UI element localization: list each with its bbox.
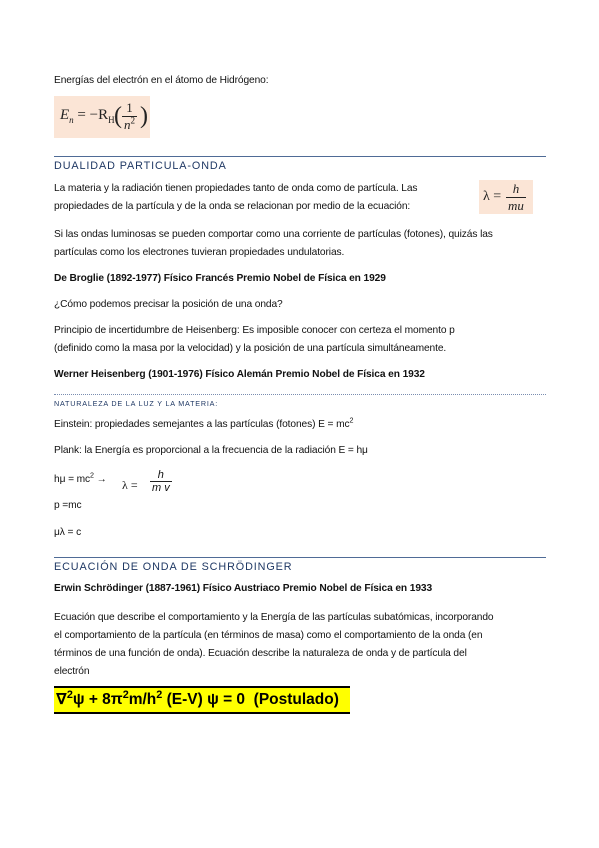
heisenberg-p-line1: Principio de incertidumbre de Heisenberg: Es imposible conocer con certeza el momento p — [54, 325, 455, 336]
heisenberg-line: Werner Heisenberg (1901-1976) Físico Alemán Premio Nobel de Física en 1932 — [54, 369, 425, 380]
plank-line: Plank: la Energía es proporcional a la frecuencia de la radiación E = hμ — [54, 445, 368, 456]
lambda-lhs: λ = — [483, 189, 502, 204]
eq-h-sub: H — [108, 115, 115, 125]
eq-psi-pi: ψ + 8π — [72, 691, 123, 708]
lambda-mv-num: h — [157, 469, 164, 481]
question-line: ¿Cómo podemos precisar la posición de una onda? — [54, 299, 283, 310]
schrodinger-equation — [54, 686, 350, 714]
dotted-rule — [54, 394, 546, 395]
eq-rest: (E-V) ψ = 0 (Postulado) — [162, 691, 339, 708]
section-rule — [54, 156, 546, 157]
eq-n-sub: n — [69, 115, 74, 125]
arrow-symbol: → — [96, 474, 107, 485]
heisenberg-p-line2: (definido como la masa por la velocidad) y la posición de una partícula simultáneamente. — [54, 343, 447, 354]
wave-speed-line: μλ = c — [54, 527, 82, 538]
einstein-line — [54, 416, 353, 434]
lambda-mv-fraction — [150, 469, 172, 494]
lambda-mv-den: m v — [152, 482, 170, 494]
eq-equals-r: = −R — [77, 107, 109, 123]
schrodinger-p-line1: Ecuación que describe el comportamiento y la Energía de las partículas subatómicas, incorporando — [54, 612, 494, 623]
eq-m-h: m/h — [128, 691, 157, 708]
eq-e-symbol: E — [60, 107, 70, 123]
eq-numerator: 1 — [126, 100, 133, 115]
eq-nabla: ∇ — [56, 691, 67, 708]
dualidad-p1-line1: La materia y la radiación tienen propiedades tanto de onda como de partícula. Las — [54, 183, 418, 194]
dualidad-p1-line2: propiedades de la partícula y de la onda se relacionan por medio de la ecuación: — [54, 201, 411, 212]
dualidad-heading: DUALIDAD PARTICULA-ONDA — [54, 160, 227, 172]
lambda-fraction — [506, 181, 526, 214]
schrodinger-p-line3: términos de una función de onda). Ecuación describe la naturaleza de onda y de partícula del — [54, 648, 467, 659]
paren-close: ) — [140, 103, 148, 129]
momentum-line: p =mc — [54, 500, 82, 511]
schrodinger-p-line2: el comportamiento de la partícula (en términos de masa) como el comportamiento de la onda (en — [54, 630, 483, 641]
section-rule-2 — [54, 557, 546, 558]
naturaleza-heading: NATURALEZA DE LA LUZ Y LA MATERIA: — [54, 399, 219, 408]
eq-den-sup: 2 — [130, 115, 136, 126]
lambda-mv-lhs: λ = — [122, 478, 138, 492]
dualidad-p2-line1: Si las ondas luminosas se pueden comportar como una corriente de partículas (fotones), quizás las — [54, 229, 493, 240]
schrodinger-heading: ECUACIÓN DE ONDA DE SCHRÖDINGER — [54, 561, 293, 573]
hydrogen-energy-equation — [54, 96, 150, 138]
lambda-den: mu — [508, 198, 524, 213]
lambda-num: h — [512, 181, 520, 196]
paren-open: ( — [114, 103, 122, 129]
energy-relation-line — [54, 471, 107, 489]
eq-h-sup: 2 — [156, 688, 163, 701]
einstein-text: Einstein: propiedades semejantes a las partículas (fotones) E = mc — [54, 419, 350, 430]
intro-title: Energías del electrón en el átomo de Hidrógeno: — [54, 75, 269, 86]
schrodinger-p-line4: electrón — [54, 666, 90, 677]
energy-relation-text: hμ = mc — [54, 474, 91, 485]
debroglie-line: De Broglie (1892-1977) Físico Francés Premio Nobel de Física en 1929 — [54, 273, 386, 284]
eq-nabla-sup: 2 — [66, 688, 73, 701]
eq-pi-sup: 2 — [122, 688, 129, 701]
erwin-line: Erwin Schrödinger (1887-1961) Físico Austriaco Premio Nobel de Física en 1933 — [54, 583, 433, 594]
eq-fraction — [122, 100, 137, 133]
de-broglie-equation — [479, 180, 533, 214]
energy-relation-sup: 2 — [90, 471, 94, 480]
dualidad-p2-line2: partículas como los electrones tuvieran propiedades undulatorias. — [54, 247, 345, 258]
eq-denominator: n — [124, 117, 131, 132]
einstein-sup: 2 — [349, 416, 354, 425]
